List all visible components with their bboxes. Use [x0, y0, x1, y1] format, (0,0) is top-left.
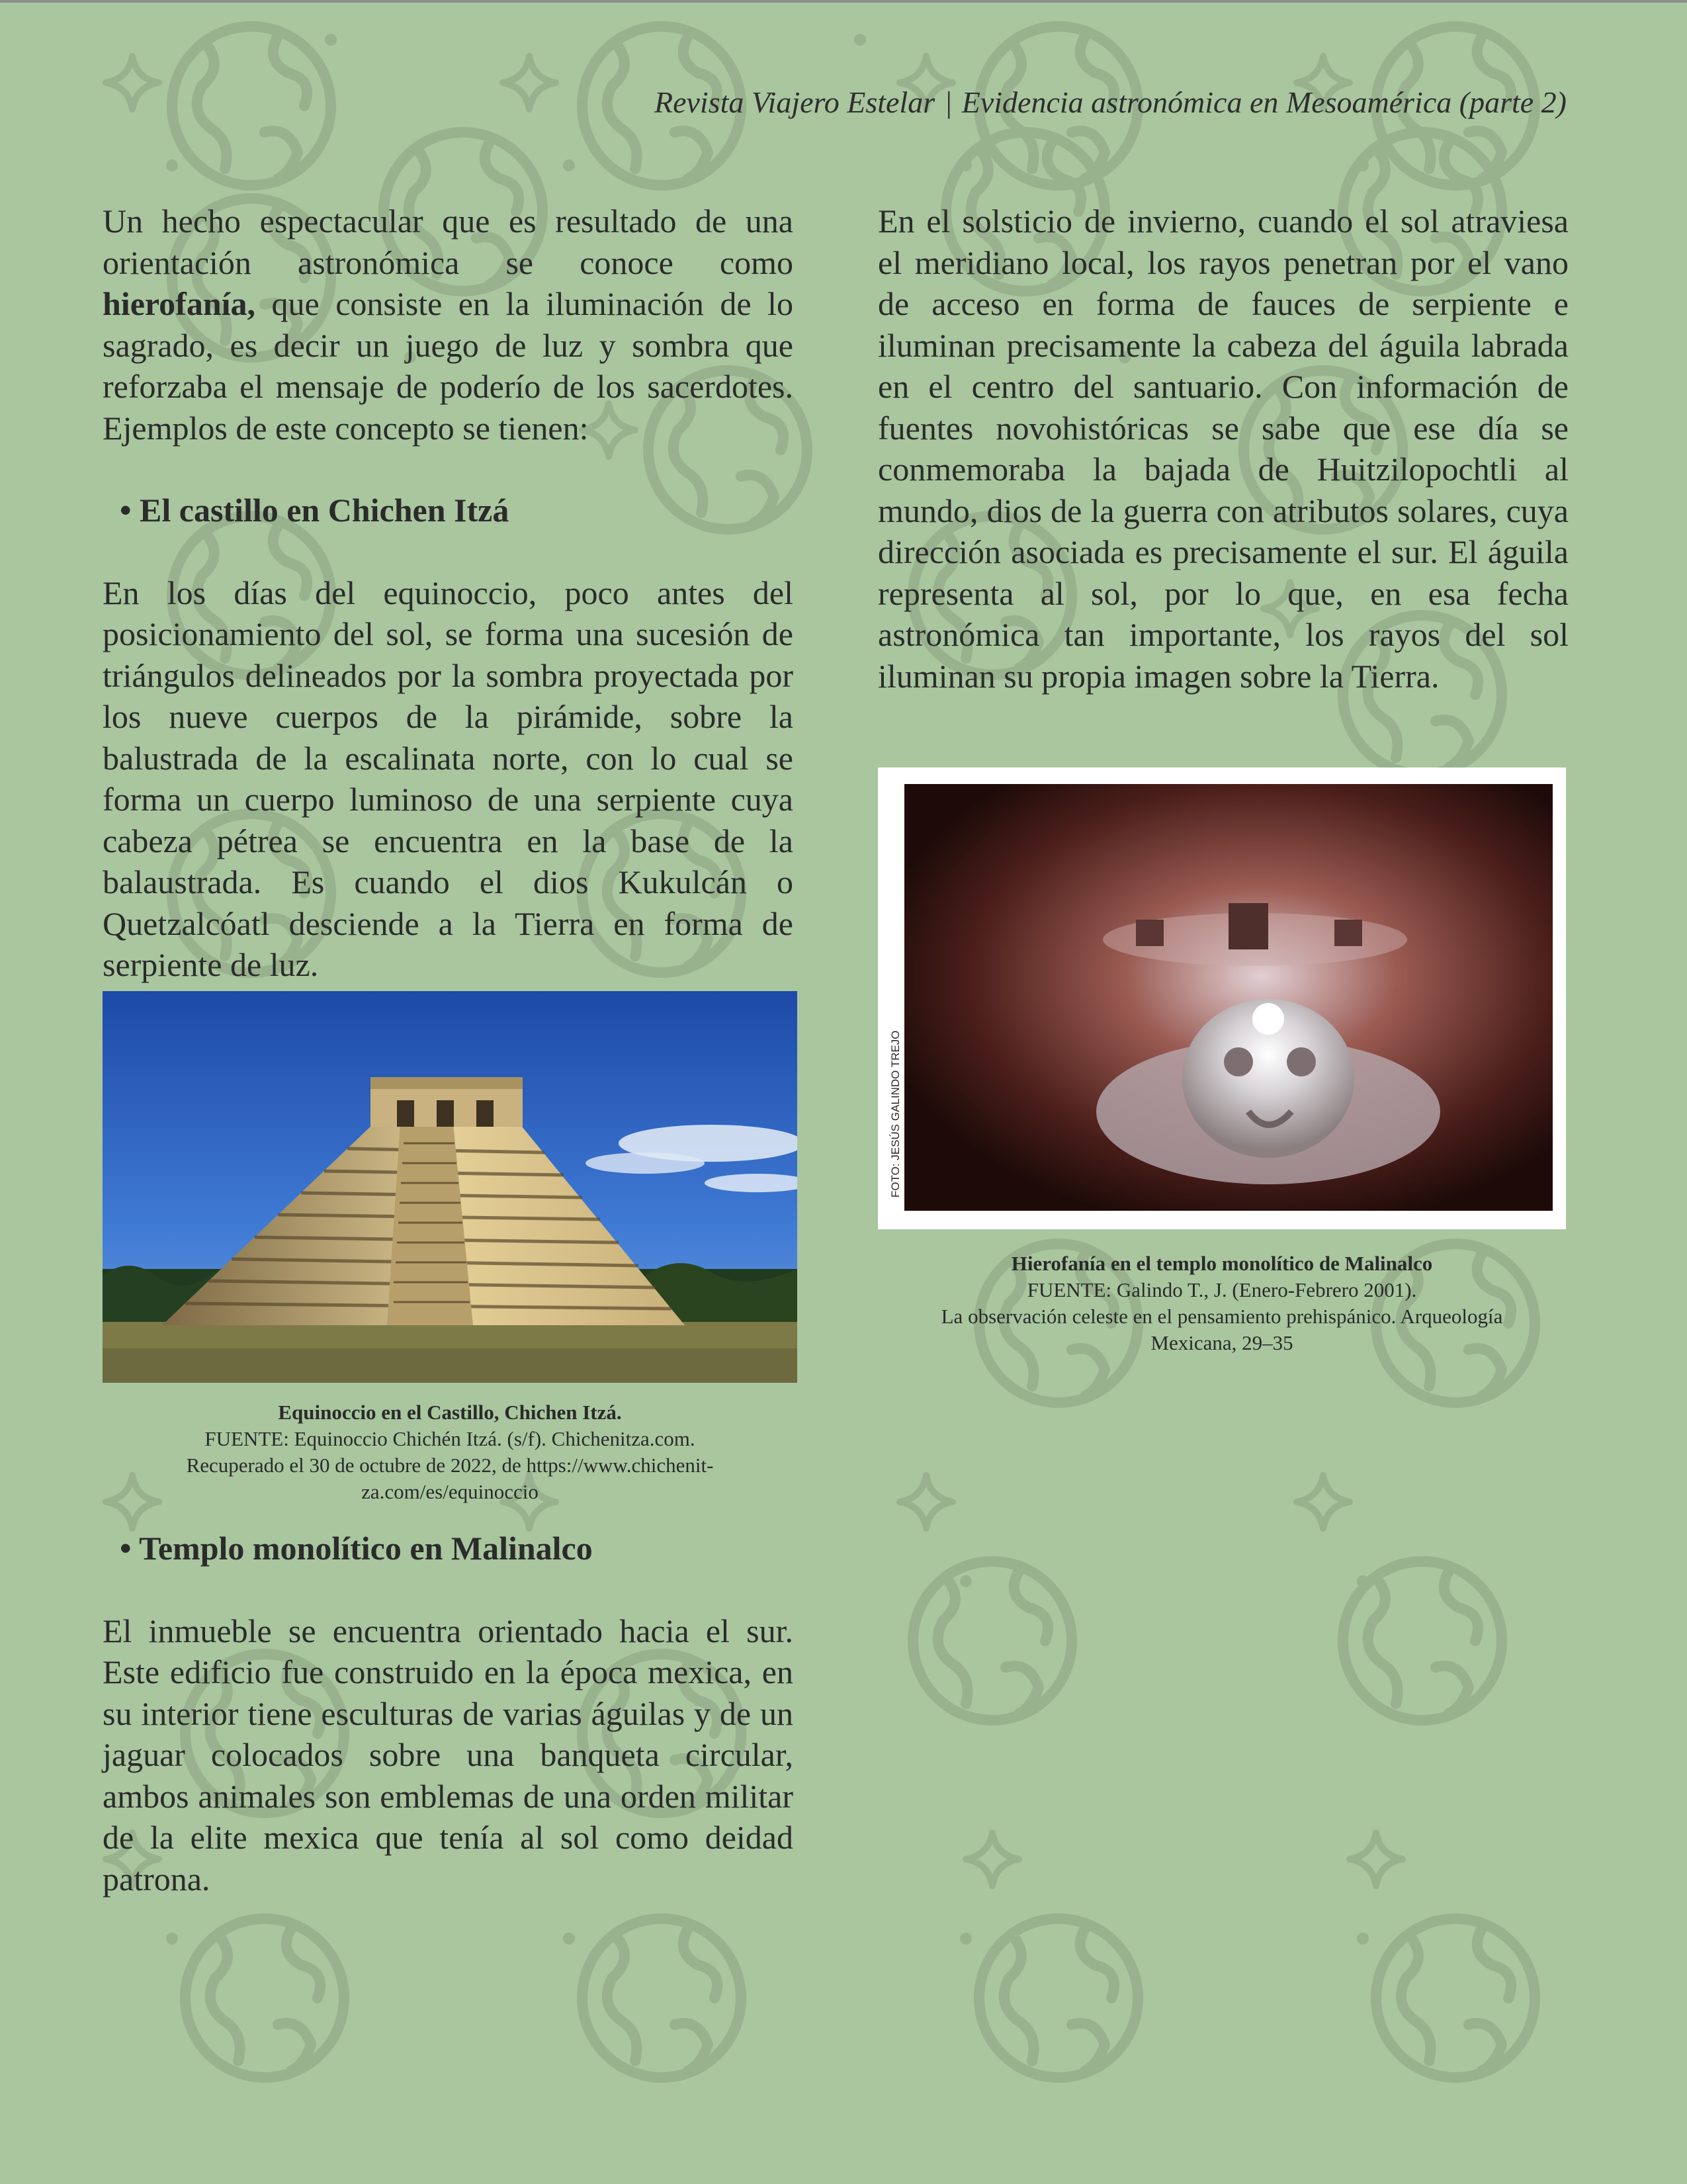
intro-paragraph [103, 200, 793, 449]
caption-title: Hierofanía en el templo monolítico de Malinalco [1011, 1252, 1433, 1275]
photo-chichen-itza [103, 991, 797, 1383]
header-separator: | [944, 85, 953, 119]
caption-source-line: Recuperado el 30 de octubre de 2022, de https://www.chichenit- [186, 1454, 714, 1477]
heading-chichen-itza: • El castillo en Chichen Itzá [120, 492, 509, 529]
solstice-paragraph: En el solsticio de invierno, cuando el sol atraviesa el meridiano local, los rayos penetran por el vano de acceso en forma de fauces de serpiente e iluminan precisamente la cabeza del águila labrada en el centro del santuario. Con información de fuentes novohistóricas se sabe que ese día se conmemoraba la bajada de Huitzilopochtli al mundo, dios de la guerra con atributos solares, cuya dirección asociada es precisamente el sur. El águila representa al sol, por lo que, en esa fecha astronómica tan importante, los rayos del sol iluminan su propia imagen sobre la Tierra. [878, 202, 1569, 695]
intro-text: Un hecho espectacular que es resultado de una orientación astronómica se conoce como [103, 202, 793, 281]
caption-chichen-itza [103, 1399, 797, 1505]
malinalco-paragraph: El inmueble se encuentra orientado hacia el sur. Este edificio fue construido en la época mexica, en su interior tiene esculturas de varias águilas y de un jaguar colocados sobre una banqueta circular, ambos animales son emblemas de una orden militar de la elite mexica que tenía al sol como deidad patrona. [103, 1612, 793, 1898]
photo-credit: FOTO: JESÚS GALINDO TREJO [889, 1030, 902, 1198]
heading-malinalco: • Templo monolítico en Malinalco [120, 1530, 593, 1567]
caption-source-line: FUENTE: Equinoccio Chichén Itzá. (s/f). Chichenitza.com. [204, 1427, 695, 1450]
running-header [654, 85, 1567, 120]
caption-source-line: Mexicana, 29–35 [1150, 1331, 1293, 1354]
equinox-paragraph: En los días del equinoccio, poco antes del posicionamiento del sol, se forma una sucesión de triángulos delineados por la sombra proyectada por los nueve cuerpos de la pirámide, sobre la balustrada de la escalinata norte, con lo cual se forma un cuerpo luminoso de una serpiente cuya cabeza pétrea se encuentra en la base de la balaustrada. Es cuando el dios Kukulcán o Quetzalcóatl desciende a la Tierra en forma de serpiente de luz. [103, 574, 793, 983]
eagle-sculpture-illustration [878, 767, 1566, 1229]
caption-title: Equinoccio en el Castillo, Chichen Itzá. [278, 1401, 622, 1424]
magazine-title: Revista Viajero Estelar [654, 85, 935, 119]
right-column [878, 200, 1569, 697]
intro-text-continued: que consiste en la iluminación de lo sagrado, es decir un juego de luz y sombra que reforzaba el mensaje de poderío de los sacerdotes. Ejemplos de este concepto se tienen: [103, 285, 793, 447]
left-column-lower [103, 1528, 793, 1900]
photo-malinalco [878, 767, 1566, 1229]
hierofania-term: hierofanía, [103, 285, 256, 322]
caption-source-line: La observación celeste en el pensamiento prehispánico. Arqueología [941, 1305, 1503, 1328]
left-column [103, 200, 793, 986]
caption-malinalco [878, 1250, 1566, 1356]
caption-source-line: FUENTE: Galindo T., J. (Enero-Febrero 2001). [1027, 1278, 1417, 1301]
pyramid-illustration [103, 991, 797, 1383]
caption-source-line: za.com/es/equinoccio [361, 1480, 539, 1503]
section-title: Evidencia astronómica en Mesoamérica (parte 2) [961, 85, 1567, 119]
